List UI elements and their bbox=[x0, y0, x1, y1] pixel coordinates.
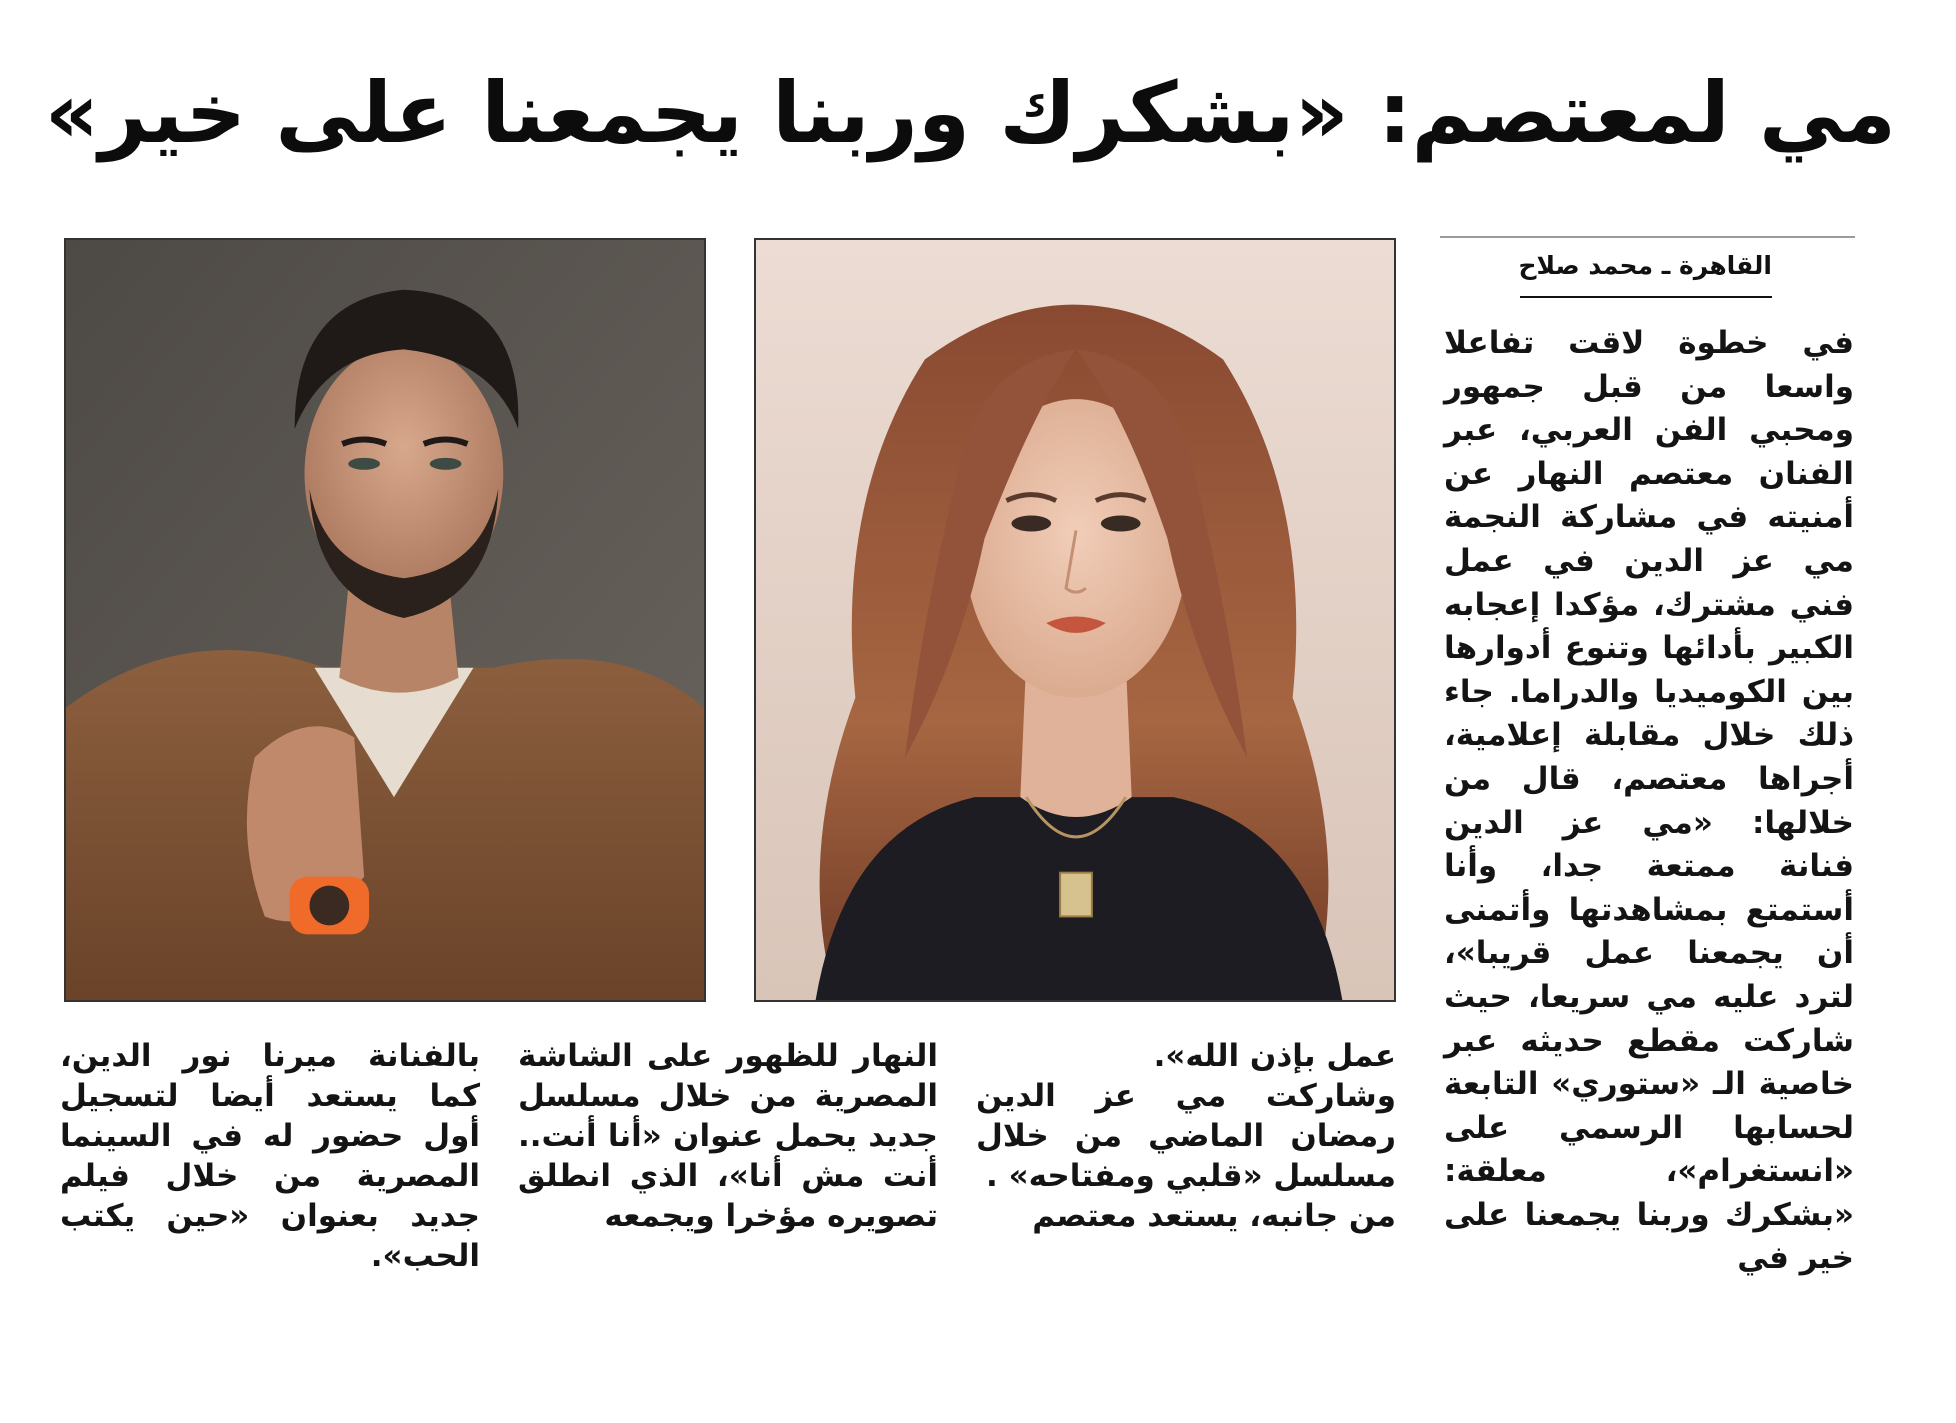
article-column-bottom-3 bbox=[60, 1036, 480, 1276]
photo-woman-portrait bbox=[754, 238, 1396, 1002]
article-column-lead bbox=[1444, 322, 1854, 1281]
photo-man-portrait bbox=[64, 238, 706, 1002]
paragraph-1b: وشاركت مي عز الدين رمضان الماضي من خلال مسلسل «قلبي ومفتاحه» . bbox=[976, 1078, 1396, 1194]
byline: القاهرة ـ محمد صلاح bbox=[1518, 251, 1772, 280]
paragraph-1c: من جانبه، يستعد معتصم bbox=[1032, 1198, 1396, 1234]
lead-paragraph: في خطوة لاقت تفاعلا واسعا من قبل جمهور ومحبي الفن العربي، عبر الفنان معتصم النهار عن أمنيته في مشاركة النجمة مي عز الدين في عمل فني مشترك، مؤكدا إعجابه الكبير بأدائها وتنوع أدوارها بين الكوميديا والدراما. جاء ذلك خلال مقابلة إعلامية، أجراها معتصم، قال من خلالها: «مي عز الدين فنانة ممتعة جدا، وأنا أستمتع بمشاهدتها وأتمنى أن يجمعنا عمل قريبا»، لترد عليه مي سريعا، حيث شاركت مقطع حديثه عبر خاصية الـ «ستوري» التابعة لحسابها الرسمي على «انستغرام»، معلقة: «بشكرك وربنا يجمعنا على خير في bbox=[1444, 325, 1854, 1277]
headline: مي لمعتصم: «بشكرك وربنا يجمعنا على خير» bbox=[44, 64, 1896, 162]
byline-top-rule bbox=[1440, 236, 1855, 238]
woman-portrait-illustration bbox=[756, 240, 1394, 1000]
paragraph-1a: عمل بإذن الله». bbox=[1153, 1038, 1396, 1074]
article-column-bottom-1 bbox=[976, 1036, 1396, 1236]
paragraph-3: بالفنانة ميرنا نور الدين، كما يستعد أيضا لتسجيل أول حضور له في السينما المصرية من خلال فيلم جديد بعنوان «حين يكتب الحب». bbox=[60, 1038, 480, 1274]
article-column-bottom-2 bbox=[518, 1036, 938, 1236]
byline-bottom-rule bbox=[1520, 296, 1772, 298]
man-portrait-illustration bbox=[66, 240, 704, 1000]
paragraph-2: النهار للظهور على الشاشة المصرية من خلال مسلسل جديد يحمل عنوان «أنا أنت.. أنت مش أنا»، الذي انطلق تصويره مؤخرا ويجمعه bbox=[518, 1038, 938, 1234]
